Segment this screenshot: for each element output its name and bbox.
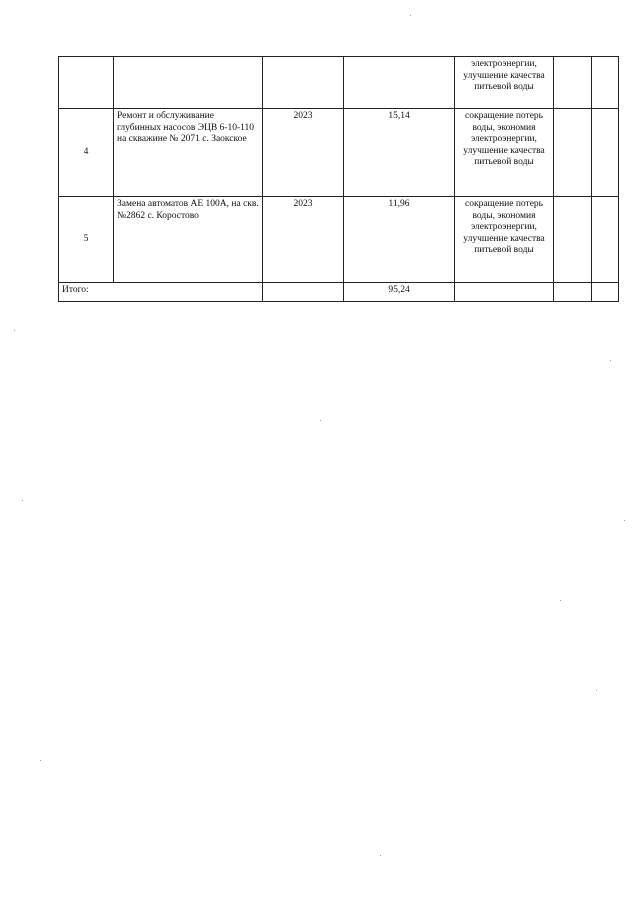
empty-cell	[554, 283, 592, 302]
total-label: Итого:	[59, 283, 263, 302]
measures-table	[58, 56, 619, 302]
empty-cell	[455, 283, 554, 302]
row-number	[59, 57, 114, 109]
scan-speck	[22, 500, 23, 501]
scan-speck	[40, 760, 41, 761]
scan-speck	[410, 15, 411, 16]
table-row	[59, 197, 619, 283]
measure-year: 2023	[263, 197, 344, 283]
measure-goal: сокращение потерь воды, экономия электроэнергии, улучшение качества питьевой воды	[455, 109, 554, 197]
empty-cell	[592, 283, 619, 302]
measure-sum	[344, 57, 455, 109]
measure-sum: 11,96	[344, 197, 455, 283]
empty-cell	[554, 197, 592, 283]
scan-speck	[320, 420, 321, 421]
empty-cell	[554, 57, 592, 109]
table-row	[59, 57, 619, 109]
row-number: 4	[59, 109, 114, 197]
measure-goal: электроэнергии, улучшение качества питьевой воды	[455, 57, 554, 109]
measure-name: Замена автоматов АЕ 100А, на скв. №2862 с. Коростово	[114, 197, 263, 283]
table-row	[59, 109, 619, 197]
empty-cell	[592, 197, 619, 283]
measure-name	[114, 57, 263, 109]
empty-cell	[554, 109, 592, 197]
measure-year: 2023	[263, 109, 344, 197]
empty-cell	[592, 109, 619, 197]
scan-speck	[624, 520, 625, 521]
total-row	[59, 283, 619, 302]
empty-cell	[592, 57, 619, 109]
scan-speck	[596, 690, 597, 691]
measure-goal: сокращение потерь воды, экономия электроэнергии, улучшение качества питьевой воды	[455, 197, 554, 283]
scan-speck	[380, 855, 381, 856]
scan-speck	[14, 330, 15, 331]
scan-speck	[560, 600, 561, 601]
row-number: 5	[59, 197, 114, 283]
scan-speck	[610, 360, 611, 361]
empty-cell	[263, 283, 344, 302]
measure-sum: 15,14	[344, 109, 455, 197]
measure-year	[263, 57, 344, 109]
total-sum: 95,24	[344, 283, 455, 302]
measure-name: Ремонт и обслуживание глубинных насосов ЭЦВ 6-10-110 на скважине № 2071 с. Заокское	[114, 109, 263, 197]
